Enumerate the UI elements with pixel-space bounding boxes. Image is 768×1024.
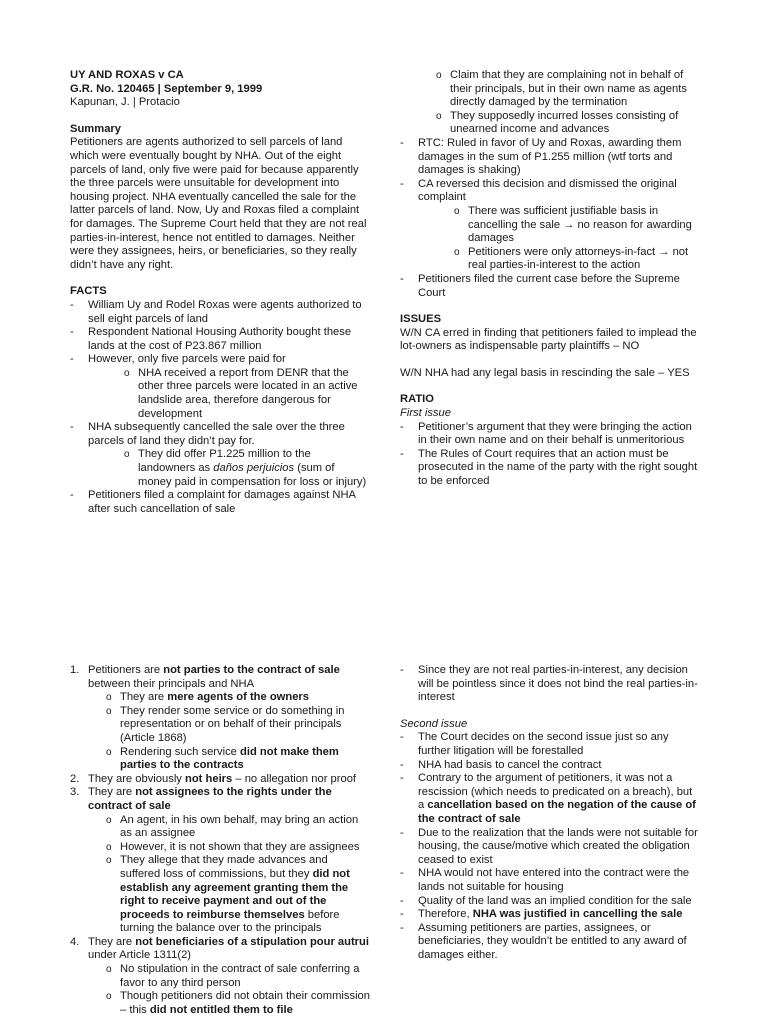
sub-list-item: o No stipulation in the contract of sale conferring a favor to any third person bbox=[106, 963, 370, 990]
issue-one: W/N CA erred in finding that petitioners failed to implead the lot-owners as indispensable party plaintiffs – NO bbox=[400, 326, 697, 353]
list-item: - NHA would not have entered into the contract were the lands not suitable for housing bbox=[400, 867, 700, 894]
sub-list bbox=[88, 814, 370, 936]
sub-list bbox=[88, 367, 370, 421]
issue-two: W/N NHA had any legal basis in rescinding the sale – YES bbox=[400, 366, 690, 379]
list-item: - Due to the realization that the lands were not suitable for housing, the cause/motive which created the obligation ceased to exist bbox=[400, 827, 700, 868]
sub-list bbox=[88, 448, 370, 489]
sub-list-item: o Claim that they are complaining not in behalf of their principals, but in their own name as agents directly damaged by the termination bbox=[436, 69, 700, 110]
page1-right-column bbox=[400, 69, 700, 489]
list-item: - Contrary to the argument of petitioners, it was not a rescission (which needs to predicated on a breach), but a cancellation based on the negation of the cause of the contract of sale bbox=[400, 772, 700, 826]
case-title: UY AND ROXAS v CA bbox=[70, 69, 184, 81]
case-gr-number: G.R. No. 120465 | September 9, 1999 bbox=[70, 82, 263, 95]
list-item: - The Court decides on the second issue just so any further litigation will be forestalled bbox=[400, 731, 700, 758]
sub-list-item: o They render some service or do something in representation or on behalf of their principals (Article 1868) bbox=[106, 705, 370, 746]
sub-list bbox=[400, 69, 700, 137]
list-item: - Petitioners filed a complaint for damages against NHA after such cancellation of sale bbox=[70, 489, 370, 516]
summary-heading: Summary bbox=[70, 122, 121, 135]
sub-list-item: o An agent, in his own behalf, may bring an action as an assignee bbox=[106, 814, 370, 841]
list-item: - NHA subsequently cancelled the sale over the three parcels of land they didn’t pay for. o They did offer P1.225 million to the landowners as daños perjuicios (sum of money paid in compensation for loss or injury) bbox=[70, 421, 370, 489]
summary-text: Petitioners are agents authorized to sell parcels of land which were eventually bought by NHA. Out of the eight parcels of land, only five were paid for because apparently the three parcels were unsuitable for development into housing project. NHA eventually cancelled the sale for the latter parcels of land. Now, Uy and Roxas filed a complaint for damages. The Supreme Court held that they are not real parties-in-interest, hence not entitled to damages. Neither were they assignees, heirs, or beneficiaries, so they really didn’t have any right. bbox=[70, 136, 367, 271]
list-item: - CA reversed this decision and dismissed the original complaint o There was sufficient justifiable basis in cancelling the sale → no reason for awarding damages o Petitioners were only attorneys-in-fact → not real parties-in-interest to the action bbox=[400, 178, 700, 273]
list-item: - Respondent National Housing Authority bought these lands at the cost of P23.867 million bbox=[70, 326, 370, 353]
sub-list-item: o There was sufficient justifiable basis in cancelling the sale → no reason for awarding damages bbox=[454, 205, 700, 246]
list-item: - Therefore, NHA was justified in cancelling the sale bbox=[400, 908, 700, 922]
facts-list bbox=[70, 299, 370, 517]
list-item: - The Rules of Court requires that an action must be prosecuted in the name of the party with the right sought to be enforced bbox=[400, 448, 700, 489]
list-item: 1. Petitioners are not parties to the contract of sale between their principals and NHA o They are mere agents of the owners o They render some service or do something in representation or on behalf of their principals (Article 1868) o Rendering such service did not make them parties to the contracts bbox=[70, 664, 370, 773]
second-issue-subheading: Second issue bbox=[400, 717, 468, 730]
sub-list-item: o They did offer P1.225 million to the landowners as daños perjuicios (sum of money paid in compensation for loss or injury) bbox=[124, 448, 370, 489]
numbered-list bbox=[70, 664, 370, 1017]
facts-list-continued bbox=[400, 137, 700, 300]
sub-list-item: o Petitioners were only attorneys-in-fact → not real parties-in-interest to the action bbox=[454, 246, 700, 273]
list-item: - Quality of the land was an implied condition for the sale bbox=[400, 895, 700, 909]
list-item: - However, only five parcels were paid for o NHA received a report from DENR that the other three parcels were located in an active landslide area, therefore dangerous for development bbox=[70, 353, 370, 421]
sub-list bbox=[418, 205, 700, 273]
list-item: - Petitioner’s argument that they were bringing the action in their own name and on their behalf is unmeritorious bbox=[400, 421, 700, 448]
issues-heading: ISSUES bbox=[400, 313, 442, 326]
sub-list-item: o Though petitioners did not obtain their commission – this did not entitled them to file bbox=[106, 990, 370, 1017]
list-item: - Assuming petitioners are parties, assignees, or beneficiaries, they wouldn’t be entitled to any award of damages either. bbox=[400, 922, 700, 963]
ratio-list bbox=[400, 421, 700, 489]
ratio-list-continued bbox=[400, 664, 700, 705]
list-item: - RTC: Ruled in favor of Uy and Roxas, awarding them damages in the sum of P1.255 million (wtf torts and damages is shaking) bbox=[400, 137, 700, 178]
list-item: - William Uy and Rodel Roxas were agents authorized to sell eight parcels of land bbox=[70, 299, 370, 326]
sub-list bbox=[88, 963, 370, 1017]
sub-list-item: o NHA received a report from DENR that the other three parcels were located in an active landslide area, therefore dangerous for development bbox=[124, 367, 370, 421]
first-issue-subheading: First issue bbox=[400, 407, 451, 420]
page2-left-column bbox=[70, 664, 370, 1017]
ratio-heading: RATIO bbox=[400, 393, 434, 406]
list-item: 3. They are not assignees to the rights under the contract of sale o An agent, in his own behalf, may bring an action as an assignee o However, it is not shown that they are assignees o They allege that they made advances and suffered loss of commissions, but they did not establish any agreement granting them the right to receive payment and out of the proceeds to reimburse themselves before turning the balance over to the principals bbox=[70, 786, 370, 936]
page1-left-column bbox=[70, 69, 370, 516]
case-author: Kapunan, J. | Protacio bbox=[70, 96, 180, 109]
sub-list-item: o However, it is not shown that they are assignees bbox=[106, 841, 370, 855]
list-item: - Petitioners filed the current case before the Supreme Court bbox=[400, 273, 700, 300]
list-item: 4. They are not beneficiaries of a stipulation pour autrui under Article 1311(2) o No stipulation in the contract of sale conferring a favor to any third person o Though petitioners did not obtain their commission – this did not entitled them to file bbox=[70, 936, 370, 1018]
sub-list-item: o They supposedly incurred losses consisting of unearned income and advances bbox=[436, 110, 700, 137]
sub-list-item: o They are mere agents of the owners bbox=[106, 691, 370, 705]
second-issue-list bbox=[400, 731, 700, 962]
facts-heading: FACTS bbox=[70, 285, 107, 298]
sub-list-item: o Rendering such service did not make them parties to the contracts bbox=[106, 746, 370, 773]
list-item: - NHA had basis to cancel the contract bbox=[400, 759, 700, 773]
list-item: 2. They are obviously not heirs – no allegation nor proof bbox=[70, 772, 357, 785]
page2-right-column bbox=[400, 664, 700, 962]
sub-list bbox=[88, 691, 370, 773]
list-item: - Since they are not real parties-in-interest, any decision will be pointless since it does not bind the real parties-in-interest bbox=[400, 664, 700, 705]
sub-list-item: o They allege that they made advances and suffered loss of commissions, but they did not establish any agreement granting them the right to receive payment and out of the proceeds to reimburse themselves before turning the balance over to the principals bbox=[106, 854, 370, 936]
